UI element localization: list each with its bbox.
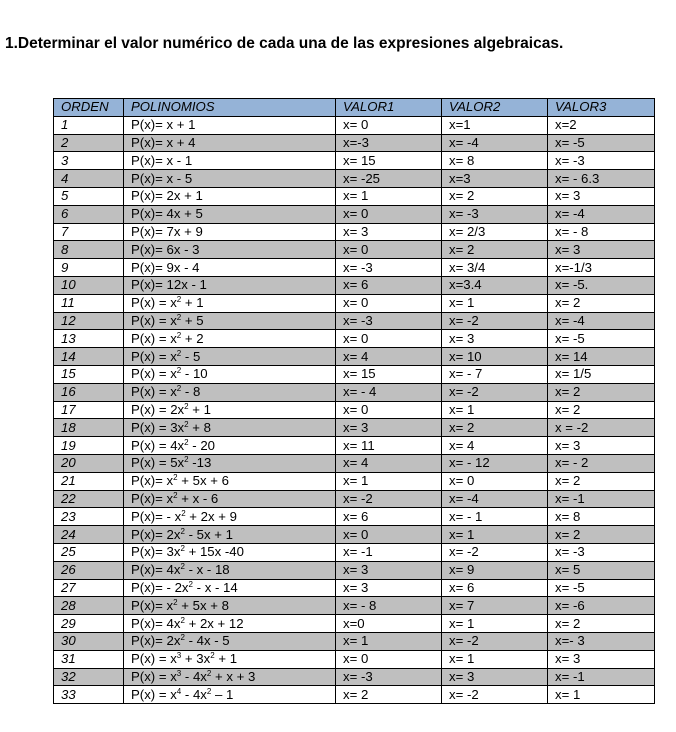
cell-polinomio: $P(x)= 4x^2 + 2x + 12$ bbox=[124, 615, 336, 633]
cell-orden: 4 bbox=[54, 170, 124, 188]
cell-valor1: x= 0 bbox=[336, 294, 442, 312]
cell-valor3: x= - 6.3 bbox=[548, 170, 655, 188]
cell-polinomio: $P(x) = x^3 - 4x^2 + x + 3$ bbox=[124, 668, 336, 686]
cell-orden: 17 bbox=[54, 401, 124, 419]
cell-valor2: x= -4 bbox=[442, 490, 548, 508]
cell-valor3: x= -5 bbox=[548, 134, 655, 152]
cell-orden: 18 bbox=[54, 419, 124, 437]
cell-polinomio: $P(x) = 5x^2$ -13 bbox=[124, 454, 336, 472]
cell-valor2: x=3.4 bbox=[442, 276, 548, 294]
cell-valor3: x= 3 bbox=[548, 437, 655, 455]
table-row bbox=[54, 543, 655, 561]
cell-polinomio: $P(x) = 2x^2 + 1$ bbox=[124, 401, 336, 419]
cell-polinomio: P(x)= 2x + 1 bbox=[124, 187, 336, 205]
table-row bbox=[54, 223, 655, 241]
exponent: 2 bbox=[188, 579, 193, 589]
cell-orden: 11 bbox=[54, 294, 124, 312]
cell-valor3: x= -4 bbox=[548, 205, 655, 223]
cell-orden: 21 bbox=[54, 472, 124, 490]
cell-orden: 12 bbox=[54, 312, 124, 330]
cell-orden: 10 bbox=[54, 276, 124, 294]
cell-valor1: x=-3 bbox=[336, 134, 442, 152]
cell-valor1: x= 0 bbox=[336, 116, 442, 134]
cell-orden: 19 bbox=[54, 437, 124, 455]
cell-orden: 32 bbox=[54, 668, 124, 686]
cell-valor2: x= 1 bbox=[442, 650, 548, 668]
cell-valor2: x= 2 bbox=[442, 187, 548, 205]
exponent: 2 bbox=[181, 508, 186, 518]
cell-valor2: x= -2 bbox=[442, 632, 548, 650]
cell-polinomio: $P(x) = x^2 + 5$ bbox=[124, 312, 336, 330]
exponent: 2 bbox=[180, 633, 185, 643]
cell-valor3: x = -2 bbox=[548, 419, 655, 437]
table-row bbox=[54, 312, 655, 330]
table-row bbox=[54, 632, 655, 650]
cell-valor1: x= -2 bbox=[336, 490, 442, 508]
cell-orden: 25 bbox=[54, 543, 124, 561]
cell-valor1: x= 1 bbox=[336, 632, 442, 650]
table-row bbox=[54, 579, 655, 597]
cell-valor3: x= -4 bbox=[548, 312, 655, 330]
cell-polinomio: $P(x)= 2x^2 - 4x - 5$ bbox=[124, 632, 336, 650]
header-valor1: VALOR1 bbox=[336, 99, 442, 117]
cell-valor1: x= 3 bbox=[336, 223, 442, 241]
cell-valor3: x= - 8 bbox=[548, 223, 655, 241]
cell-orden: 9 bbox=[54, 259, 124, 277]
cell-polinomio: P(x)= x - 5 bbox=[124, 170, 336, 188]
cell-valor2: x= 6 bbox=[442, 579, 548, 597]
cell-polinomio: $P(x)= - 2x^2 - x - 14$ bbox=[124, 579, 336, 597]
cell-valor3: x= 3 bbox=[548, 187, 655, 205]
cell-valor2: x= 4 bbox=[442, 437, 548, 455]
cell-valor1: x= 6 bbox=[336, 508, 442, 526]
cell-valor2: x= 8 bbox=[442, 152, 548, 170]
table-row bbox=[54, 419, 655, 437]
cell-valor1: x= 0 bbox=[336, 526, 442, 544]
cell-valor2: x= -2 bbox=[442, 686, 548, 704]
cell-valor1: x= 0 bbox=[336, 330, 442, 348]
cell-orden: 27 bbox=[54, 579, 124, 597]
cell-valor1: x=0 bbox=[336, 615, 442, 633]
cell-valor3: x= 14 bbox=[548, 348, 655, 366]
table-row bbox=[54, 561, 655, 579]
cell-polinomio: P(x)= 12x - 1 bbox=[124, 276, 336, 294]
table-row bbox=[54, 686, 655, 704]
cell-orden: 13 bbox=[54, 330, 124, 348]
cell-valor2: x= -3 bbox=[442, 205, 548, 223]
exponent: 3 bbox=[176, 651, 182, 661]
table-row bbox=[54, 526, 655, 544]
cell-valor1: x= -1 bbox=[336, 543, 442, 561]
table-row bbox=[54, 330, 655, 348]
cell-polinomio: $P(x) = x^4 - 4x^2 - 1$ bbox=[124, 686, 336, 704]
cell-valor2: x= 1 bbox=[442, 615, 548, 633]
exponent: 2 bbox=[176, 348, 182, 358]
table-row bbox=[54, 650, 655, 668]
cell-valor1: x= 3 bbox=[336, 561, 442, 579]
cell-valor3: x= 1/5 bbox=[548, 365, 655, 383]
cell-orden: 7 bbox=[54, 223, 124, 241]
cell-polinomio: P(x)= 6x - 3 bbox=[124, 241, 336, 259]
cell-orden: 1 bbox=[54, 116, 124, 134]
cell-valor3: x= 5 bbox=[548, 561, 655, 579]
header-orden: ORDEN bbox=[54, 99, 124, 117]
cell-valor1: x= -3 bbox=[336, 668, 442, 686]
cell-valor1: x= -3 bbox=[336, 312, 442, 330]
exponent: 2 bbox=[176, 312, 182, 322]
exponent: 2 bbox=[206, 668, 212, 678]
cell-polinomio: P(x)= x + 4 bbox=[124, 134, 336, 152]
cell-valor2: x= 0 bbox=[442, 472, 548, 490]
cell-valor1: x= - 8 bbox=[336, 597, 442, 615]
cell-valor3: x=- 3 bbox=[548, 632, 655, 650]
table-row bbox=[54, 116, 655, 134]
cell-valor1: x= 0 bbox=[336, 650, 442, 668]
table-row bbox=[54, 454, 655, 472]
exponent: 2 bbox=[173, 597, 178, 607]
exponent: 2 bbox=[210, 651, 215, 661]
cell-polinomio: $P(x)= 4x^2 - x - 18$ bbox=[124, 561, 336, 579]
cell-valor2: x= 9 bbox=[442, 561, 548, 579]
cell-valor3: x= 2 bbox=[548, 472, 655, 490]
cell-valor3: x= -5. bbox=[548, 276, 655, 294]
exponent: 4 bbox=[176, 686, 182, 696]
cell-valor1: x= 15 bbox=[336, 365, 442, 383]
cell-valor2: x= -2 bbox=[442, 383, 548, 401]
cell-valor2: x= 1 bbox=[442, 526, 548, 544]
cell-valor3: x=2 bbox=[548, 116, 655, 134]
cell-orden: 15 bbox=[54, 365, 124, 383]
table-row bbox=[54, 383, 655, 401]
exponent: 2 bbox=[173, 473, 178, 483]
header-valor2: VALOR2 bbox=[442, 99, 548, 117]
cell-valor3: x= -5 bbox=[548, 579, 655, 597]
cell-valor3: x=-1/3 bbox=[548, 259, 655, 277]
cell-valor3: x= 2 bbox=[548, 294, 655, 312]
cell-valor1: x= 6 bbox=[336, 276, 442, 294]
table-row bbox=[54, 668, 655, 686]
cell-valor3: x= 1 bbox=[548, 686, 655, 704]
cell-orden: 6 bbox=[54, 205, 124, 223]
table-row bbox=[54, 170, 655, 188]
cell-valor3: x= 2 bbox=[548, 383, 655, 401]
cell-valor1: x= 3 bbox=[336, 579, 442, 597]
table-row bbox=[54, 205, 655, 223]
cell-valor3: x= 2 bbox=[548, 526, 655, 544]
cell-polinomio: $P(x)= x^2 + 5x + 6$ bbox=[124, 472, 336, 490]
cell-orden: 33 bbox=[54, 686, 124, 704]
cell-polinomio: $P(x)= 2x^2 - 5x + 1$ bbox=[124, 526, 336, 544]
header-valor3: VALOR3 bbox=[548, 99, 655, 117]
table-row bbox=[54, 152, 655, 170]
cell-valor2: x= - 1 bbox=[442, 508, 548, 526]
cell-valor3: x= -6 bbox=[548, 597, 655, 615]
cell-orden: 29 bbox=[54, 615, 124, 633]
cell-valor2: x= -4 bbox=[442, 134, 548, 152]
cell-valor1: x= - 4 bbox=[336, 383, 442, 401]
cell-valor1: x= 1 bbox=[336, 472, 442, 490]
cell-polinomio: $P(x)= 3x^2 + 15x$ -40 bbox=[124, 543, 336, 561]
cell-valor3: x= 3 bbox=[548, 241, 655, 259]
cell-valor2: x= 3 bbox=[442, 330, 548, 348]
table-row bbox=[54, 365, 655, 383]
cell-polinomio: $P(x) = x^2 - 10$ bbox=[124, 365, 336, 383]
cell-valor3: x= - 2 bbox=[548, 454, 655, 472]
exponent: 2 bbox=[176, 366, 182, 376]
exercise-title: 1.Determinar el valor numérico de cada una de las expresiones algebraicas. bbox=[5, 35, 564, 52]
table-row bbox=[54, 294, 655, 312]
cell-valor1: x= 0 bbox=[336, 205, 442, 223]
cell-polinomio: $P(x) = x^2 + 2$ bbox=[124, 330, 336, 348]
table-body bbox=[54, 116, 655, 703]
cell-valor2: x= - 7 bbox=[442, 365, 548, 383]
table-row bbox=[54, 597, 655, 615]
cell-valor2: x= 1 bbox=[442, 401, 548, 419]
table-row bbox=[54, 472, 655, 490]
header-polinomios: POLINOMIOS bbox=[124, 99, 336, 117]
cell-valor3: x= -5 bbox=[548, 330, 655, 348]
cell-polinomio: $P(x) = 4x^2 - 20$ bbox=[124, 437, 336, 455]
cell-valor2: x= 3/4 bbox=[442, 259, 548, 277]
cell-valor1: x= -3 bbox=[336, 259, 442, 277]
cell-valor2: x=1 bbox=[442, 116, 548, 134]
cell-valor3: x= 2 bbox=[548, 615, 655, 633]
cell-valor1: x= 11 bbox=[336, 437, 442, 455]
exponent: 2 bbox=[180, 526, 185, 536]
cell-polinomio: $P(x)= x^2 + 5x + 8$ bbox=[124, 597, 336, 615]
cell-valor2: x= 2 bbox=[442, 241, 548, 259]
cell-valor1: x= 0 bbox=[336, 241, 442, 259]
cell-valor1: x= 4 bbox=[336, 348, 442, 366]
cell-valor3: x= -3 bbox=[548, 152, 655, 170]
exponent: 2 bbox=[184, 437, 189, 447]
cell-valor2: x= 2/3 bbox=[442, 223, 548, 241]
cell-polinomio: $P(x) = x^2 - 8$ bbox=[124, 383, 336, 401]
cell-valor3: x= -1 bbox=[548, 668, 655, 686]
cell-polinomio: P(x)= x + 1 bbox=[124, 116, 336, 134]
exponent: 2 bbox=[184, 419, 189, 429]
cell-polinomio: P(x)= 9x - 4 bbox=[124, 259, 336, 277]
cell-valor3: x= -1 bbox=[548, 490, 655, 508]
table-row bbox=[54, 187, 655, 205]
table-row bbox=[54, 490, 655, 508]
cell-polinomio: $P(x)= x^2 + x - 6$ bbox=[124, 490, 336, 508]
cell-polinomio: P(x)= x - 1 bbox=[124, 152, 336, 170]
cell-valor3: x= 8 bbox=[548, 508, 655, 526]
cell-valor1: x= 3 bbox=[336, 419, 442, 437]
cell-polinomio: P(x)= 4x + 5 bbox=[124, 205, 336, 223]
cell-orden: 30 bbox=[54, 632, 124, 650]
cell-valor1: x= 0 bbox=[336, 401, 442, 419]
cell-orden: 22 bbox=[54, 490, 124, 508]
cell-valor2: x=3 bbox=[442, 170, 548, 188]
cell-orden: 31 bbox=[54, 650, 124, 668]
cell-polinomio: $P(x)= - x^2 + 2x + 9$ bbox=[124, 508, 336, 526]
exponent: 2 bbox=[184, 455, 189, 465]
table-row bbox=[54, 615, 655, 633]
exponent: 2 bbox=[173, 490, 178, 500]
cell-orden: 23 bbox=[54, 508, 124, 526]
table-row bbox=[54, 276, 655, 294]
exponent: 2 bbox=[176, 295, 182, 305]
cell-orden: 28 bbox=[54, 597, 124, 615]
table-row bbox=[54, 259, 655, 277]
cell-valor1: x= 15 bbox=[336, 152, 442, 170]
cell-valor2: x= -2 bbox=[442, 543, 548, 561]
cell-valor2: x= 7 bbox=[442, 597, 548, 615]
cell-orden: 14 bbox=[54, 348, 124, 366]
cell-orden: 16 bbox=[54, 383, 124, 401]
polynomial-table bbox=[53, 98, 655, 704]
table-row bbox=[54, 241, 655, 259]
cell-orden: 26 bbox=[54, 561, 124, 579]
table-row bbox=[54, 348, 655, 366]
exponent: 3 bbox=[176, 668, 182, 678]
exponent: 2 bbox=[180, 562, 185, 572]
cell-valor1: x= 1 bbox=[336, 187, 442, 205]
cell-polinomio: $P(x) = x^3 + 3x^2 + 1$ bbox=[124, 650, 336, 668]
cell-valor1: x= -25 bbox=[336, 170, 442, 188]
cell-polinomio: P(x)= 7x + 9 bbox=[124, 223, 336, 241]
exponent: 2 bbox=[180, 544, 185, 554]
table-header-row bbox=[54, 99, 655, 117]
cell-valor3: x= -3 bbox=[548, 543, 655, 561]
cell-orden: 24 bbox=[54, 526, 124, 544]
cell-orden: 8 bbox=[54, 241, 124, 259]
cell-valor1: x= 4 bbox=[336, 454, 442, 472]
cell-orden: 2 bbox=[54, 134, 124, 152]
cell-valor2: x= - 12 bbox=[442, 454, 548, 472]
table-row bbox=[54, 401, 655, 419]
table-row bbox=[54, 134, 655, 152]
exponent: 2 bbox=[180, 615, 185, 625]
cell-orden: 20 bbox=[54, 454, 124, 472]
cell-valor2: x= 10 bbox=[442, 348, 548, 366]
cell-orden: 5 bbox=[54, 187, 124, 205]
exponent: 2 bbox=[184, 401, 189, 411]
table-row bbox=[54, 437, 655, 455]
cell-valor3: x= 2 bbox=[548, 401, 655, 419]
cell-valor2: x= 3 bbox=[442, 668, 548, 686]
exponent: 2 bbox=[206, 686, 212, 696]
cell-orden: 3 bbox=[54, 152, 124, 170]
cell-valor2: x= 2 bbox=[442, 419, 548, 437]
cell-valor2: x= -2 bbox=[442, 312, 548, 330]
cell-valor3: x= 3 bbox=[548, 650, 655, 668]
exponent: 2 bbox=[176, 384, 182, 394]
cell-valor1: x= 2 bbox=[336, 686, 442, 704]
cell-polinomio: $P(x) = x^2 - 5$ bbox=[124, 348, 336, 366]
cell-valor2: x= 1 bbox=[442, 294, 548, 312]
cell-polinomio: $P(x) = x^2 + 1$ bbox=[124, 294, 336, 312]
exponent: 2 bbox=[176, 330, 182, 340]
table-row bbox=[54, 508, 655, 526]
cell-polinomio: $P(x) = 3x^2 + 8$ bbox=[124, 419, 336, 437]
